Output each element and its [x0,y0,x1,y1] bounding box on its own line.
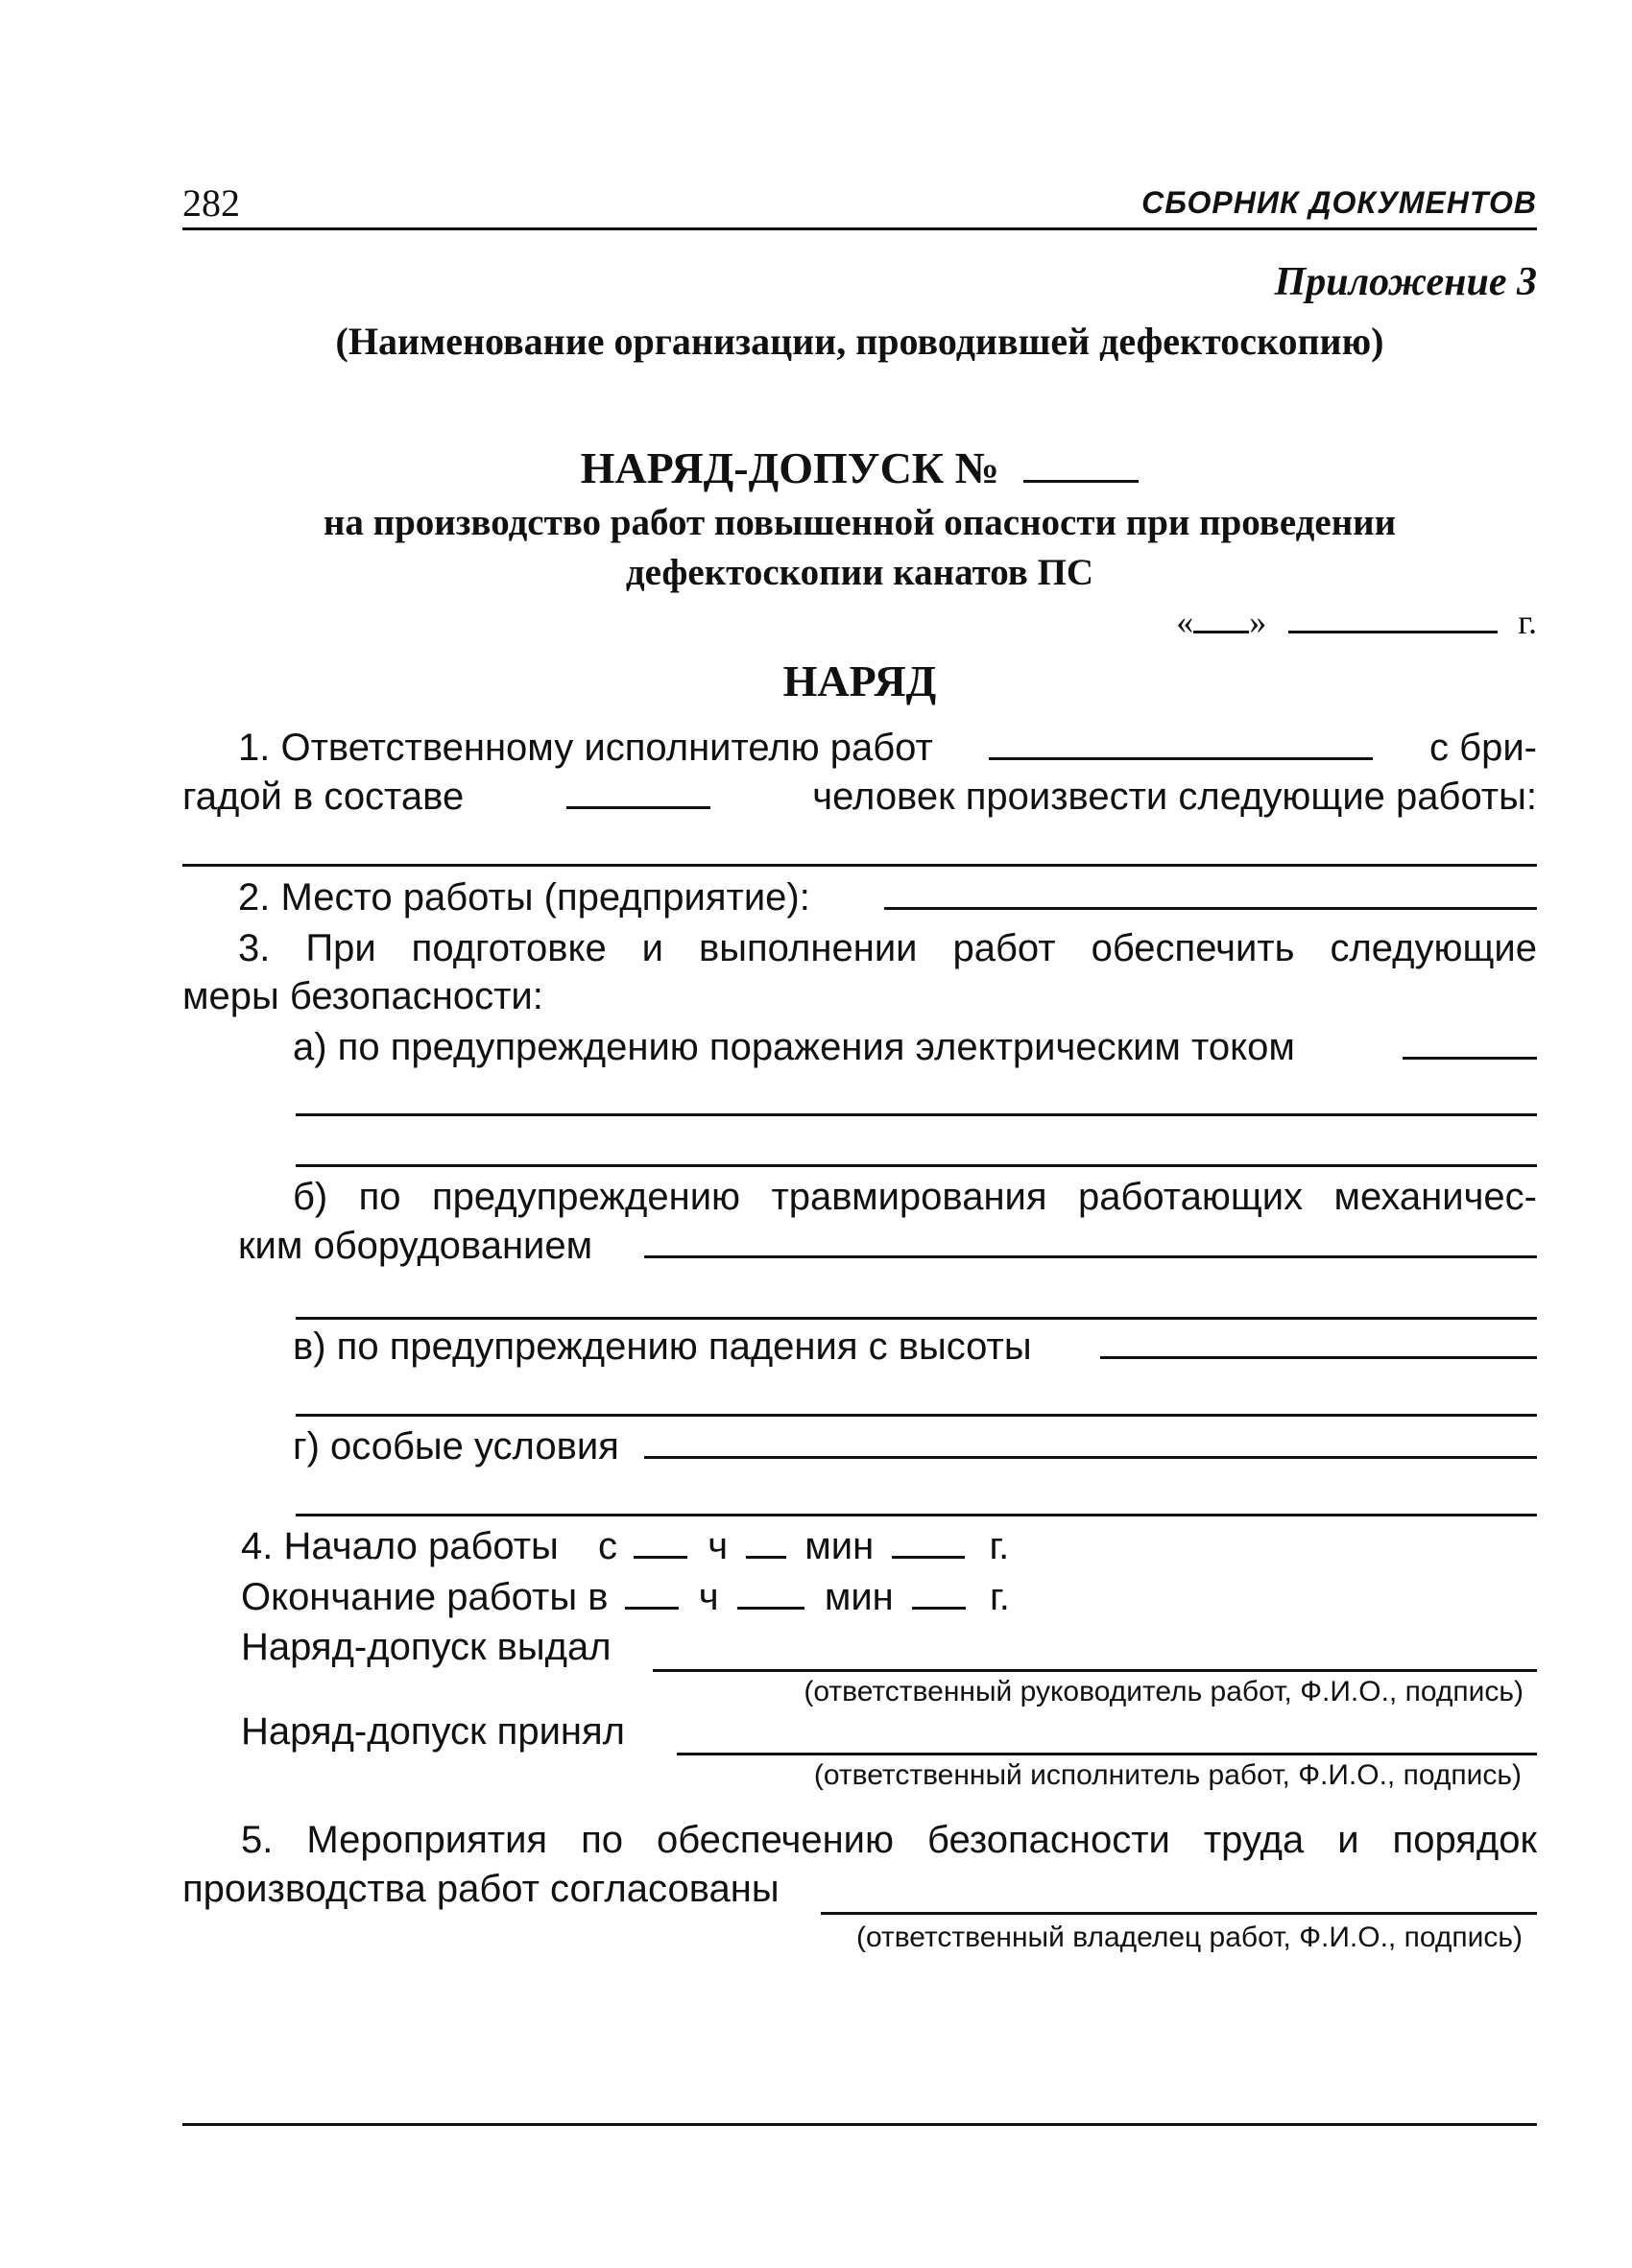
agreed-caption: (ответственный владелец работ, Ф.И.О., подпись) [855,1922,1523,1953]
team-size-field[interactable] [566,805,710,809]
footer-rule [182,2123,1537,2126]
organization-placeholder: (Наименование организации, проводившей дефектоскопию) [335,320,1384,363]
fall-safety-field-2[interactable] [296,1414,1537,1417]
item1-label: 1. Ответственному исполнителю работ [238,727,933,769]
item5-line2: производства работ согласованы [182,1868,780,1910]
item3-a-label: а) по предупреждению поражения электрическим током [293,1026,1295,1068]
end-year-unit: г. [990,1576,1010,1618]
section-title: НАРЯД [782,657,937,705]
page-number: 282 [182,181,240,225]
special-conditions-field[interactable] [644,1455,1537,1459]
start-hour-field[interactable] [634,1555,687,1559]
special-conditions-field-2[interactable] [296,1514,1537,1516]
item1-suffix: с бри- [1429,727,1537,769]
header-rule [182,227,1537,230]
date-year-suffix: г. [1518,603,1537,641]
item1-line1 [238,727,1537,770]
start-year-unit: г. [989,1525,1010,1567]
issued-caption: (ответственный руководитель работ, Ф.И.О., подпись) [804,1676,1524,1707]
start-hour-unit: ч [708,1525,729,1567]
form-subtitle-line2: дефектоскопии канатов ПС [625,552,1094,593]
item1-line2 [182,776,1537,819]
item3-g-label: г) особые условия [293,1425,619,1468]
accepted-label: Наряд-допуск принял [241,1710,625,1753]
item3-b-line2 [238,1225,1537,1268]
electric-safety-field-2[interactable] [296,1113,1537,1116]
accepted-signature-field[interactable] [677,1753,1537,1755]
issued-label: Наряд-допуск выдал [241,1626,612,1668]
work-start-line [241,1525,1009,1568]
item3-line1: 3. При подготовке и выполнении работ обеспечить следующие [238,927,1537,969]
item3-b-line1: б) по предупреждению травмирования работающих механичес- [293,1176,1537,1218]
work-end-label: Окончание работы в [241,1576,609,1618]
issued-signature-field[interactable] [653,1669,1537,1672]
item1-line2-part1: гадой в составе [182,776,465,818]
work-start-prep: с [597,1525,617,1567]
electric-safety-field[interactable] [1403,1056,1537,1060]
end-hour-field[interactable] [625,1606,679,1610]
item3-b-label: ким оборудованием [238,1225,593,1267]
appendix-label: Приложение 3 [1274,260,1537,304]
date-day-field[interactable] [1193,630,1249,633]
item3-a-line [293,1026,1537,1069]
works-field[interactable] [182,864,1537,867]
form-subtitle-line1: на производство работ повышенной опасности при проведении [323,502,1397,543]
item5-line1: 5. Мероприятия по обеспечению безопасности труда и порядок [241,1819,1537,1861]
start-year-field[interactable] [892,1555,965,1559]
work-place-field[interactable] [884,906,1537,910]
responsible-executor-field[interactable] [989,756,1373,760]
end-year-field[interactable] [912,1606,966,1610]
mechanical-safety-field-2[interactable] [296,1317,1537,1320]
start-minute-unit: мин [804,1525,875,1567]
date-month-field[interactable] [1288,630,1498,633]
end-minute-unit: мин [824,1576,894,1618]
item2-label: 2. Место работы (предприятие): [238,876,810,919]
work-end-line [241,1576,1010,1619]
accepted-caption: (ответственный исполнитель работ, Ф.И.О., подпись) [813,1759,1522,1791]
item1-line2-part2: человек произвести следующие работы: [812,776,1537,818]
work-start-label: 4. Начало работы [241,1525,559,1567]
fall-safety-field[interactable] [1100,1355,1537,1359]
item3-g-line [293,1425,1537,1468]
start-minute-field[interactable] [746,1555,786,1559]
item3-line2: меры безопасности: [182,975,543,1017]
date-open-quote: « [1176,603,1194,641]
mechanical-safety-field[interactable] [644,1254,1537,1258]
item2-line [238,876,1537,919]
date-line [1176,602,1537,642]
end-minute-field[interactable] [737,1606,804,1610]
running-title: СБОРНИК ДОКУМЕНТОВ [1141,185,1537,220]
electric-safety-field-3[interactable] [296,1164,1537,1167]
form-number-field[interactable] [1023,479,1139,483]
form-title-text: НАРЯД-ДОПУСК № [580,443,999,492]
item3-v-line [293,1325,1537,1369]
date-close-quote: » [1249,603,1267,641]
agreed-signature-field[interactable] [821,1912,1537,1915]
form-title [182,442,1537,493]
item3-v-label: в) по предупреждению падения с высоты [293,1325,1032,1368]
end-hour-unit: ч [698,1576,719,1618]
